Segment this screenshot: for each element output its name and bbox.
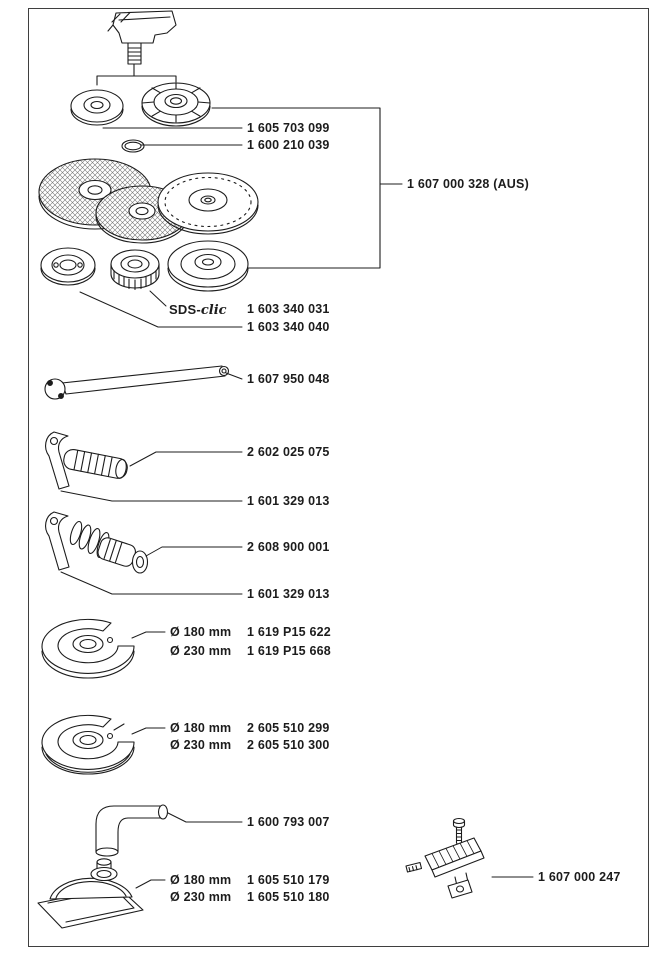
part-number-cutting-guard-230: 2 605 510 300	[247, 738, 330, 752]
part-number-o-ring: 1 600 210 039	[247, 138, 330, 152]
sds-clic-suffix: clic	[200, 303, 227, 318]
backing-pad-drawing	[168, 241, 248, 291]
mounting-flange-drawing	[71, 90, 123, 125]
receiving-flange-drawing	[142, 83, 210, 126]
sds-clic-brand-label	[169, 302, 227, 318]
auxiliary-handle-drawing	[46, 432, 129, 489]
part-number-auxiliary-handle: 2 602 025 075	[247, 445, 330, 459]
diameter-label-230-guard: Ø 230 mm	[170, 644, 232, 658]
sds-clic-nut-drawing	[111, 250, 159, 290]
mounting-clamp-drawing	[406, 819, 484, 899]
cutting-guard-drawing	[42, 715, 134, 774]
part-number-vibration-handle: 2 608 900 001	[247, 540, 330, 554]
clamping-nut-drawing	[41, 248, 95, 285]
part-number-wheel-guard-230: 1 619 P15 668	[247, 644, 331, 658]
wheel-guard-drawing	[42, 619, 134, 678]
diameter-label-180-cutting-guard: Ø 180 mm	[170, 721, 232, 735]
part-number-mounting-clamp: 1 607 000 247	[538, 870, 621, 884]
spindle-drawing	[97, 11, 176, 85]
part-number-mounting-flange: 1 605 703 099	[247, 121, 330, 135]
diameter-label-230-extraction-guard: Ø 230 mm	[170, 890, 232, 904]
sds-clic-prefix: SDS-	[169, 302, 201, 317]
part-number-clamping-nut: 1 603 340 040	[247, 320, 330, 334]
diameter-label-180-guard: Ø 180 mm	[170, 625, 232, 639]
part-number-wheel-guard-180: 1 619 P15 622	[247, 625, 331, 639]
part-number-extraction-elbow: 1 600 793 007	[247, 815, 330, 829]
part-number-sds-clic-nut: 1 603 340 031	[247, 302, 330, 316]
part-number-pin-wrench: 1 607 950 048	[247, 372, 330, 386]
part-number-extraction-guard-180: 1 605 510 179	[247, 873, 330, 887]
vibration-handle-drawing	[46, 512, 148, 573]
diameter-label-230-cutting-guard: Ø 230 mm	[170, 738, 232, 752]
part-number-handle-screw-a: 1 601 329 013	[247, 494, 330, 508]
part-number-cutting-guard-180: 2 605 510 299	[247, 721, 330, 735]
extraction-elbow-drawing	[96, 805, 168, 856]
o-ring-drawing	[122, 140, 144, 152]
part-number-extraction-guard-230: 1 605 510 180	[247, 890, 330, 904]
part-number-aus-kit: 1 607 000 328 (AUS)	[407, 177, 529, 191]
extraction-guard-drawing	[38, 859, 143, 928]
part-number-handle-screw-b: 1 601 329 013	[247, 587, 330, 601]
pin-wrench-drawing	[45, 366, 229, 399]
diameter-label-180-extraction-guard: Ø 180 mm	[170, 873, 232, 887]
